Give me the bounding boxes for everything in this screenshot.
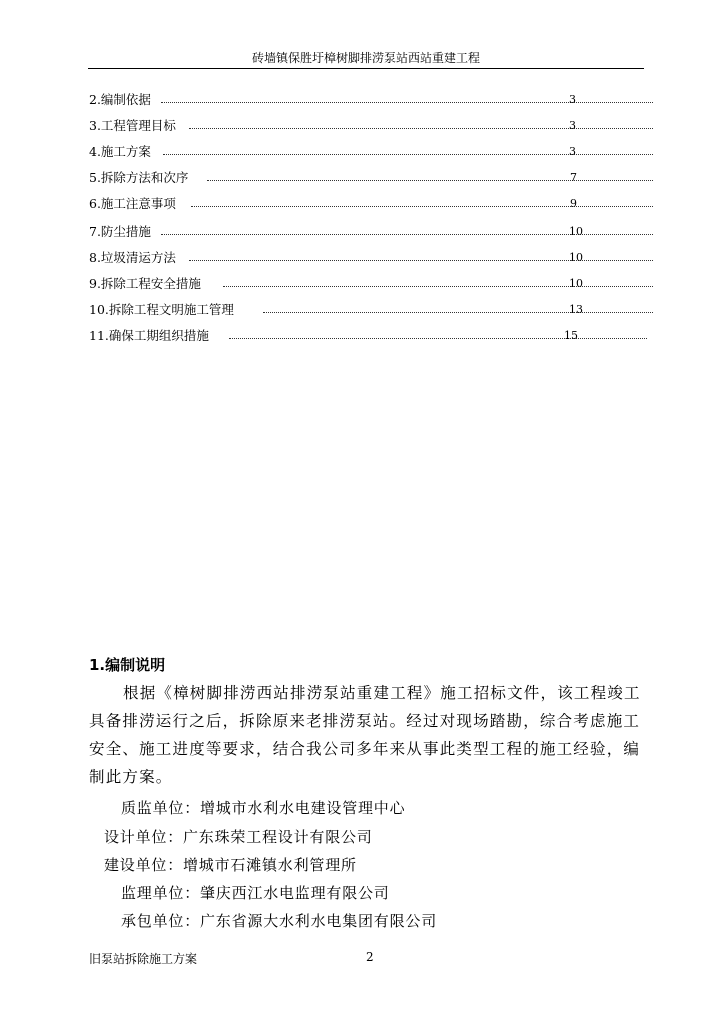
page-header-title: 砖墙镇保胜圩樟树脚排涝泵站西站重建工程 — [251, 51, 480, 65]
toc-entry-label: 3.工程管理目标 — [89, 118, 176, 133]
unit-info: 监理单位：肇庆西江水电监理有限公司 — [121, 884, 390, 902]
toc-entry-page: 10 — [569, 225, 583, 238]
toc-entry-label: 9.拆除工程安全措施 — [89, 276, 201, 291]
toc-entry-label: 8.垃圾清运方法 — [89, 250, 176, 265]
toc-entry-page: 15 — [564, 329, 578, 342]
paragraph-line: 根据《樟树脚排涝西站排涝泵站重建工程》施工招标文件，该工程竣工 — [123, 684, 641, 702]
toc-entry-label: 7.防尘措施 — [89, 224, 151, 239]
toc-leader — [189, 260, 653, 261]
toc-leader — [191, 206, 653, 207]
unit-info: 建设单位：增城市石滩镇水利管理所 — [104, 856, 357, 874]
unit-info: 设计单位：广东珠荣工程设计有限公司 — [104, 828, 373, 846]
toc-entry-label: 6.施工注意事项 — [89, 196, 176, 211]
unit-info: 质监单位：增城市水利水电建设管理中心 — [121, 799, 406, 817]
footer-page-number: 2 — [366, 950, 374, 964]
toc-leader — [163, 154, 653, 155]
toc-entry-label: 11.确保工期组织措施 — [89, 328, 209, 343]
toc-entry-page: 3 — [569, 145, 576, 158]
toc-entry-page: 10 — [569, 251, 583, 264]
toc-entry-label: 5.拆除方法和次序 — [89, 170, 189, 185]
toc-entry-label: 4.施工方案 — [89, 144, 151, 159]
toc-leader — [161, 102, 653, 103]
unit-info: 承包单位：广东省源大水利水电集团有限公司 — [121, 912, 438, 930]
toc-leader — [189, 128, 653, 129]
toc-entry-page: 13 — [569, 303, 583, 316]
toc-entry-page: 7 — [570, 171, 577, 184]
toc-leader — [207, 180, 653, 181]
toc-entry-label: 2.编制依据 — [89, 92, 151, 107]
toc-entry-page: 9 — [570, 197, 577, 210]
section-heading: 1.编制说明 — [89, 656, 166, 674]
toc-entry-page: 3 — [569, 119, 576, 132]
paragraph-line: 具备排涝运行之后，拆除原来老排涝泵站。经过对现场踏勘，综合考虑施工 — [89, 712, 641, 730]
toc-entry-page: 10 — [569, 277, 583, 290]
toc-entry-label: 10.拆除工程文明施工管理 — [89, 302, 234, 317]
toc-leader — [229, 338, 647, 339]
paragraph-line: 制此方案。 — [89, 768, 173, 786]
toc-leader — [223, 286, 653, 287]
header-rule — [88, 68, 644, 69]
paragraph-line: 安全、施工进度等要求，结合我公司多年来从事此类型工程的施工经验，编 — [89, 740, 641, 758]
footer-doc-title: 旧泵站拆除施工方案 — [89, 952, 198, 966]
toc-entry-page: 3 — [569, 93, 576, 106]
toc-leader — [263, 312, 653, 313]
